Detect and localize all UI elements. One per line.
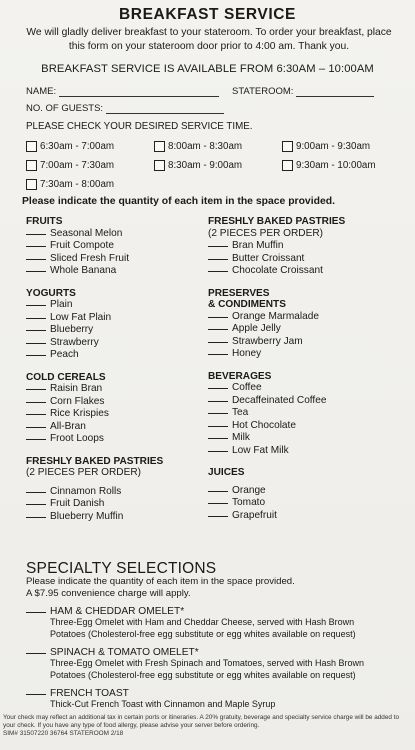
menu-item[interactable]: Rice Krispies: [26, 408, 216, 421]
time-label: 9:00am - 9:30am: [296, 141, 371, 152]
guests-field[interactable]: [26, 103, 224, 114]
specialty-item-desc: Three-Egg Omelet with Ham and Cheddar Cheese, served with Hash Brown: [50, 617, 355, 627]
right-menu-column: [208, 216, 398, 522]
quantity-blank[interactable]: [26, 305, 46, 306]
section-heading: JUICES: [208, 467, 245, 478]
specialty-note: Please indicate the quantity of each item in the space provided.: [26, 576, 295, 587]
time-label: 7:00am - 7:30am: [40, 160, 115, 171]
quantity-blank[interactable]: [26, 612, 46, 613]
menu-item[interactable]: Whole Banana: [26, 265, 216, 278]
menu-item[interactable]: Tea: [208, 407, 398, 420]
quantity-blank[interactable]: [208, 451, 228, 452]
quantity-blank[interactable]: [26, 492, 46, 493]
footer-code: SIM# 31507220 36764 STATEROOM 2/18: [3, 730, 124, 737]
menu-item[interactable]: Strawberry Jam: [208, 336, 398, 349]
quantity-blank[interactable]: [26, 439, 46, 440]
quantity-blank[interactable]: [26, 343, 46, 344]
section-heading: PRESERVES: [208, 287, 270, 299]
menu-item[interactable]: Grapefruit: [208, 510, 398, 523]
quantity-blank[interactable]: [208, 329, 228, 330]
menu-item[interactable]: Chocolate Croissant: [208, 265, 398, 278]
quantity-blank[interactable]: [208, 246, 228, 247]
section-heading: FRESHLY BAKED PASTRIES: [26, 455, 164, 467]
quantity-blank[interactable]: [26, 414, 46, 415]
checkbox[interactable]: [154, 141, 165, 152]
menu-item[interactable]: Low Fat Milk: [208, 445, 398, 458]
quantity-instruction: Please indicate the quantity of each item in the space provided.: [22, 196, 335, 207]
time-label: 8:00am - 8:30am: [168, 141, 243, 152]
menu-item[interactable]: Cinnamon Rolls: [26, 486, 216, 499]
section-subheading: (2 PIECES PER ORDER): [208, 227, 323, 239]
quantity-blank[interactable]: [26, 330, 46, 331]
time-option[interactable]: [282, 141, 370, 152]
quantity-blank[interactable]: [26, 355, 46, 356]
time-label: 6:30am - 7:00am: [40, 141, 115, 152]
menu-item[interactable]: Sliced Fresh Fruit: [26, 253, 216, 266]
menu-item[interactable]: Seasonal Melon: [26, 228, 216, 241]
checkbox[interactable]: [282, 160, 293, 171]
section-heading: COLD CEREALS: [26, 371, 106, 383]
time-option[interactable]: [26, 160, 114, 171]
checkbox[interactable]: [282, 141, 293, 152]
menu-item[interactable]: Strawberry: [26, 337, 216, 350]
guests-label: NO. OF GUESTS:: [26, 103, 104, 114]
quantity-blank[interactable]: [208, 271, 228, 272]
quantity-blank[interactable]: [26, 246, 46, 247]
specialty-heading: SPECIALTY SELECTIONS: [26, 560, 217, 577]
quantity-blank[interactable]: [208, 438, 228, 439]
menu-item[interactable]: Hot Chocolate: [208, 420, 398, 433]
time-label: 7:30am - 8:00am: [40, 179, 115, 190]
quantity-blank[interactable]: [26, 271, 46, 272]
time-option[interactable]: [154, 141, 242, 152]
quantity-blank[interactable]: [208, 342, 228, 343]
menu-item[interactable]: Tomato: [208, 497, 398, 510]
section-subheading: (2 PIECES PER ORDER): [26, 467, 141, 478]
menu-item[interactable]: Decaffeinated Coffee: [208, 395, 398, 408]
time-option[interactable]: [282, 160, 376, 171]
specialty-item-desc: Potatoes (Cholesterol-free egg substitute or egg whites available on request): [50, 669, 356, 680]
menu-item[interactable]: Froot Loops: [26, 433, 216, 446]
checkbox[interactable]: [154, 160, 165, 171]
specialty-item-desc: Potatoes (Cholesterol-free egg substitute or egg whites available on request): [50, 628, 356, 639]
guests-input-line[interactable]: [106, 113, 224, 114]
quantity-blank[interactable]: [208, 413, 228, 414]
menu-item[interactable]: Orange Marmalade: [208, 311, 398, 324]
specialty-item-desc: Three-Egg Omelet with Fresh Spinach and Tomatoes, served with Hash Brown: [50, 658, 364, 668]
specialty-item[interactable]: [26, 606, 396, 640]
quantity-blank[interactable]: [26, 694, 46, 695]
intro-text: We will gladly deliver breakfast to your stateroom. To order your breakfast, place this form on your stateroom door prior to 4:00 am. Thank you.: [26, 27, 392, 52]
quantity-blank[interactable]: [208, 354, 228, 355]
quantity-blank[interactable]: [26, 234, 46, 235]
service-time-heading: PLEASE CHECK YOUR DESIRED SERVICE TIME.: [26, 121, 253, 132]
quantity-blank[interactable]: [26, 517, 46, 518]
time-option[interactable]: [154, 160, 242, 171]
time-option[interactable]: [26, 179, 114, 190]
quantity-blank[interactable]: [26, 389, 46, 390]
page-title: BREAKFAST SERVICE: [119, 6, 296, 23]
specialty-charge-note: A $7.95 convenience charge will apply.: [26, 588, 191, 599]
stateroom-field[interactable]: [232, 86, 374, 97]
quantity-blank[interactable]: [26, 402, 46, 403]
footer-line: your check. If you have any type of food allergy, please advise your server before ordering.: [3, 722, 260, 729]
quantity-blank[interactable]: [208, 317, 228, 318]
time-label: 9:30am - 10:00am: [296, 160, 376, 171]
quantity-blank[interactable]: [208, 426, 228, 427]
menu-item[interactable]: Blueberry: [26, 324, 216, 337]
checkbox[interactable]: [26, 141, 37, 152]
menu-item[interactable]: Peach: [26, 349, 216, 362]
menu-item[interactable]: Low Fat Plain: [26, 312, 216, 325]
quantity-blank[interactable]: [26, 504, 46, 505]
section-heading: YOGURTS: [26, 287, 76, 299]
quantity-blank[interactable]: [208, 401, 228, 402]
menu-item[interactable]: Plain: [26, 299, 216, 312]
quantity-blank[interactable]: [208, 516, 228, 517]
quantity-blank[interactable]: [208, 388, 228, 389]
quantity-blank[interactable]: [26, 318, 46, 319]
menu-item[interactable]: Raisin Bran: [26, 383, 216, 396]
menu-item[interactable]: Corn Flakes: [26, 396, 216, 409]
section-heading: FRESHLY BAKED PASTRIES: [208, 216, 346, 227]
menu-item[interactable]: Butter Croissant: [208, 253, 398, 266]
time-label: 8:30am - 9:00am: [168, 160, 243, 171]
name-input-line[interactable]: [59, 96, 219, 97]
menu-item[interactable]: Honey: [208, 348, 398, 361]
section-subheading: & CONDIMENTS: [208, 299, 286, 310]
menu-item[interactable]: Milk: [208, 432, 398, 445]
name-field[interactable]: [26, 86, 219, 97]
menu-item[interactable]: Blueberry Muffin: [26, 511, 216, 524]
menu-item[interactable]: Coffee: [208, 382, 398, 395]
stateroom-label: STATEROOM:: [232, 86, 294, 97]
menu-item[interactable]: Apple Jelly: [208, 323, 398, 336]
menu-item[interactable]: Fruit Danish: [26, 498, 216, 511]
menu-item[interactable]: Orange: [208, 485, 398, 498]
quantity-blank[interactable]: [26, 259, 46, 260]
specialty-item-name: FRENCH TOAST: [50, 688, 129, 699]
specialty-item[interactable]: [26, 647, 396, 681]
left-menu-column: [26, 216, 216, 523]
specialty-item[interactable]: [26, 688, 396, 711]
menu-item[interactable]: Fruit Compote: [26, 240, 216, 253]
stateroom-input-line[interactable]: [296, 96, 374, 97]
specialty-item-name: HAM & CHEDDAR OMELET*: [50, 606, 185, 617]
specialty-item-desc: Thick-Cut French Toast with Cinnamon and Maple Syrup: [50, 699, 276, 709]
time-option[interactable]: [26, 141, 114, 152]
checkbox[interactable]: [26, 160, 37, 171]
menu-item[interactable]: All-Bran: [26, 421, 216, 434]
footer-note: [3, 714, 415, 738]
quantity-blank[interactable]: [26, 427, 46, 428]
checkbox[interactable]: [26, 179, 37, 190]
section-heading: BEVERAGES: [208, 370, 272, 382]
name-label: NAME:: [26, 86, 57, 97]
quantity-blank[interactable]: [26, 653, 46, 654]
quantity-blank[interactable]: [208, 259, 228, 260]
section-heading: FRUITS: [26, 216, 63, 227]
footer-line: Your check may reflect an additional tax in certain ports or itineraries. A 20% gratuity, beverage and specialty service charge will be added to: [3, 714, 400, 721]
availability-text: BREAKFAST SERVICE IS AVAILABLE FROM 6:30AM – 10:00AM: [41, 63, 374, 75]
menu-item[interactable]: Bran Muffin: [208, 240, 398, 253]
quantity-blank[interactable]: [208, 491, 228, 492]
quantity-blank[interactable]: [208, 503, 228, 504]
specialty-item-name: SPINACH & TOMATO OMELET*: [50, 647, 199, 658]
